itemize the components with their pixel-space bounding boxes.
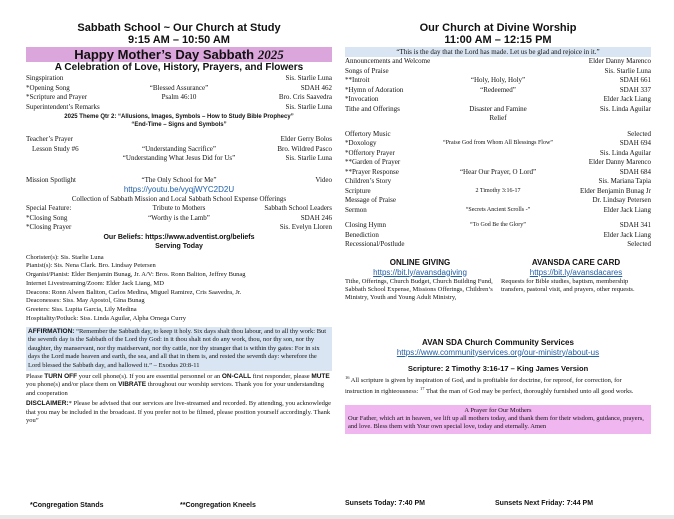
program-row: [26, 103, 332, 113]
community-services-title: AVAN SDA Church Community Services: [422, 337, 574, 347]
program-leader: Sabbath School Leaders: [264, 204, 332, 212]
sunset-times: [345, 500, 651, 510]
program-item: Superintendent’s Remarks: [26, 102, 100, 111]
disclaimer: [26, 400, 332, 425]
divine-worship-column: [345, 22, 651, 512]
program-item: *Closing Prayer: [26, 223, 72, 231]
scripture-title: Scripture: 2 Timothy 3:16-17 – King James Version: [407, 363, 589, 373]
program-detail: “Worthy is the Lamb”: [148, 213, 210, 222]
program-item: Scripture: [345, 186, 371, 195]
program-item: **Prayer Response: [345, 167, 399, 176]
care-card-title: AVANSDA CARE CARD: [531, 257, 621, 267]
program-row: [26, 93, 332, 103]
program-leader: Dr. Lindsay Petersen: [592, 196, 651, 204]
disclaimer-text: * Please be advised that our services are live-streamed and recorded. By attending, you acknowledge that you may be included in the broadcast. If you prefer not to be filmed, please position yourself accordingly. Thank you”: [26, 400, 332, 424]
program-row: [345, 130, 651, 140]
care-card-block: [501, 258, 651, 294]
affirmation-text: “Remember the Sabbath day, to keep it holy. Six days shalt thou labour, and to all thy work: But the seventh day is the Sabbath of the Lord thy God: in it thou shalt not do any work, thou, nor thy son, nor thy daughter, thy manservant, nor thy maidservant, nor thy cattle, nor thy stranger that is within thy gates: For in six days the Lord made heaven and earth, the sea, and all that in them is, and rested the seventh day: wherefore the Lord blessed the Sabbath day, and hallowed it.” – Exodus 20:8-11: [28, 327, 327, 369]
program-leader: Elder Benjamin Bunag Jr: [580, 186, 651, 195]
program-row: [345, 67, 651, 77]
program-item: Children’s Story: [345, 177, 392, 185]
mission-video-link[interactable]: https://youtu.be/vyqjWYC2D2U: [123, 185, 235, 194]
program-item: *Doxology: [345, 139, 377, 147]
program-detail: Relief: [489, 114, 507, 122]
affirmation-box: [26, 327, 332, 371]
program-item: *Offertory Prayer: [345, 148, 395, 157]
quarter-theme-subtitle: “End-Time – Signs and Symbols”: [131, 121, 227, 128]
program-leader: Sis. Evelyn Lloren: [279, 223, 332, 231]
program-row: [345, 240, 651, 250]
care-card-link[interactable]: https://bit.ly/avansdacares: [529, 267, 623, 277]
program-item: *Closing Song: [26, 213, 68, 222]
program-row: [26, 154, 332, 164]
phone-notice-text: you phone(s) and/or place them on: [26, 381, 119, 389]
serving-line: Pianist(s): Sis. Nena Clark. Bro. Lindsay Petersen: [26, 262, 156, 270]
mothers-prayer-text: Our Father, which art in heaven, we lift up all mothers today, and thank them for their wisdom, guidance, prayers, and love. Bless them with Your own special love, today and eternally. Amen: [348, 415, 644, 431]
program-detail: “Secrets Ancient Scrolls -”: [465, 206, 531, 213]
program-row: [26, 74, 332, 84]
program-item: Announcements and Welcome: [345, 57, 431, 65]
phone-notice-emphasis: MUTE: [311, 372, 330, 380]
collection-note: Collection of Sabbath Mission and Local Sabbath School Expense Offerings: [71, 195, 287, 203]
program-row: [345, 206, 651, 216]
program-row: [345, 57, 651, 67]
program-item: Songs of Praise: [345, 66, 389, 75]
program-row: [345, 95, 651, 105]
phone-notice-emphasis: TURN OFF: [44, 372, 78, 380]
verse-banner: “This is the day that the Lord has made. Let us be glad and rejoice in it.”: [345, 47, 651, 57]
giving-and-care-section: [345, 258, 651, 338]
community-services-link[interactable]: https://www.communityservices.org/our-ministry/about-us: [396, 347, 600, 357]
program-item: *Invocation: [345, 95, 379, 103]
program-leader: Bro. Wildred Pasco: [277, 144, 332, 153]
mothers-prayer-box: [345, 405, 651, 434]
sabbath-school-title: Sabbath School ~ Our Church at Study: [77, 22, 281, 34]
program-leader: Elder Jack Liang: [603, 230, 651, 239]
program-item: Tithe and Offerings: [345, 104, 400, 113]
banner-year: 2025: [257, 47, 284, 62]
phone-notice-emphasis: ON-CALL: [221, 372, 252, 380]
beliefs-link[interactable]: Our Beliefs: https://www.adventist.org/beliefs: [103, 233, 255, 241]
sabbath-school-time: 9:15 AM – 10:50 AM: [128, 34, 230, 46]
verse-text: That the man of God may be perfect, thoroughly furnished unto all good works.: [424, 388, 634, 396]
program-detail: “Hear Our Prayer, O Lord”: [459, 167, 537, 176]
phone-notice: [26, 373, 332, 398]
program-item: Recessional/Postlude: [345, 240, 405, 248]
online-giving-link[interactable]: https://bit.ly/avansdagiving: [373, 267, 467, 277]
program-row: [345, 86, 651, 96]
verse-number: 17: [419, 386, 425, 392]
program-item: Closing Hymn: [345, 221, 387, 229]
program-row: [26, 145, 332, 155]
congregation-kneels-note: **Congregation Kneels: [180, 502, 256, 509]
phone-notice-text: Please: [26, 372, 45, 380]
page-bottom-edge: [0, 515, 674, 519]
divine-worship-time: 11:00 AM – 12:15 PM: [444, 34, 552, 46]
verse-number: 16: [345, 374, 350, 380]
program-leader: Bro. Cris Saavedra: [278, 93, 332, 101]
online-giving-title: ONLINE GIVING: [389, 257, 451, 267]
phone-notice-text: throughout our worship services. Thank you for your understanding and cooperation: [26, 381, 325, 397]
program-leader: SDAH 337: [619, 85, 651, 94]
program-item: Singspiration: [26, 74, 64, 82]
program-item: Lesson Study #6: [32, 144, 79, 153]
program-detail: “Understanding What Jesus Did for Us”: [122, 154, 236, 162]
program-detail: “Holy, Holy, Holy”: [470, 76, 526, 84]
program-detail: “Praise God from Whom All Blessings Flow”: [443, 140, 553, 146]
program-item: Message of Praise: [345, 196, 396, 204]
program-detail: “To God Be the Glory”: [470, 222, 526, 228]
affirmation-label: AFFIRMATION:: [28, 327, 75, 335]
serving-today-heading: Serving Today: [155, 242, 203, 250]
congregation-stands-note: *Congregation Stands: [30, 502, 104, 509]
online-giving-block: [345, 258, 495, 303]
program-row: [345, 105, 651, 115]
program-leader: Video: [315, 175, 332, 184]
phone-notice-text: first responder, please: [251, 372, 312, 380]
program-detail: “Redeemed”: [480, 85, 516, 94]
program-detail: “Understanding Sacrifice”: [141, 144, 217, 153]
program-leader: Sis. Linda Aguilar: [599, 148, 651, 157]
program-row: [26, 223, 332, 233]
program-item: Mission Spotlight: [26, 175, 76, 184]
program-item: Sermon: [345, 205, 367, 214]
sunset-next-friday: Sunsets Next Friday: 7:44 PM: [495, 500, 594, 507]
program-item: Teacher’s Prayer: [26, 135, 73, 143]
program-row: [26, 214, 332, 224]
program-leader: SDAH 462: [300, 83, 332, 92]
serving-line: Chorister(s): Sis. Starlie Luna: [26, 253, 104, 261]
program-leader: Elder Jack Liang: [603, 95, 651, 103]
mothers-day-banner: [26, 47, 332, 62]
program-leader: Elder Danny Marenco: [588, 158, 651, 166]
program-leader: Sis. Starlie Luna: [285, 154, 332, 162]
verse-text: All scripture is given by inspiration of God, and is profitable for doctrine, for reproof, for correction, for instruction in righteousness:: [345, 376, 622, 396]
program-row: [345, 187, 651, 197]
program-leader: Elder Jack Liang: [603, 205, 651, 214]
program-detail: “The Only School for Me”: [141, 175, 217, 184]
serving-line: Deacons: Ronn Alwen Baliton, Carlos Medina, Miguel Ramirez, Cris Saavedra, Jr.: [26, 288, 242, 296]
program-item: *Hymn of Adoration: [345, 85, 404, 94]
disclaimer-label: DISCLAIMER:: [26, 400, 69, 408]
program-row: [345, 177, 651, 187]
program-leader: SDAH 694: [619, 139, 651, 147]
serving-line: Hospitality/Potluck: Siss. Linda Aguilar, Alpha Ornega Curry: [26, 315, 187, 323]
program-leader: Sis. Linda Aguilar: [599, 104, 651, 113]
program-row: [345, 168, 651, 178]
scripture-text: [345, 374, 651, 397]
mothers-prayer-title: A Prayer for Our Mothers: [464, 406, 532, 414]
program-item: *Scripture and Prayer: [26, 93, 88, 101]
program-row: [26, 135, 332, 145]
serving-line: Deaconesses: Siss. May Apostol, Gina Bunag: [26, 297, 145, 305]
quarter-theme: 2025 Theme Qtr 2: “Allusions, Images, Symbols – How to Study Bible Prophecy”: [64, 114, 294, 120]
program-detail: Disaster and Famine: [469, 104, 527, 113]
program-row: [26, 204, 332, 214]
banner-text: Happy Mother’s Day Sabbath: [74, 47, 255, 62]
program-detail: “Blessed Assurance”: [149, 83, 209, 92]
program-row: [345, 196, 651, 206]
program-row: [345, 231, 651, 241]
program-row: [345, 139, 651, 149]
celebration-subtitle: A Celebration of Love, History, Prayers, and Flowers: [54, 62, 304, 73]
program-item: *Opening Song: [26, 83, 70, 92]
program-item: **Garden of Prayer: [345, 158, 401, 166]
program-leader: Sis. Starlie Luna: [285, 74, 332, 82]
program-detail: Tribute to Mothers: [152, 204, 206, 212]
program-item: **Introit: [345, 76, 370, 84]
serving-line: Internet Livestreaming/Zoom: Elder Jack Liang, MD: [26, 279, 164, 287]
care-card-text: Requests for Bible studies, baptism, membership transfers, pastoral visit, and prayers, other requests.: [501, 277, 635, 293]
program-leader: Sis. Starlie Luna: [285, 102, 332, 111]
phone-notice-text: your cell phone(s). If you are essential personnel or an: [77, 372, 222, 380]
program-row: [345, 221, 651, 231]
program-leader: SDAH 246: [300, 213, 332, 222]
program-item: Benediction: [345, 230, 379, 239]
program-detail: Psalm 46:10: [161, 93, 197, 101]
program-leader: SDAH 661: [619, 76, 651, 84]
program-item: Offertory Music: [345, 129, 391, 138]
program-detail: 2 Timothy 3:16-17: [475, 187, 521, 194]
program-item: Special Feature:: [26, 204, 72, 212]
congregation-legend: [26, 502, 332, 512]
program-leader: Selected: [627, 129, 651, 138]
phone-notice-emphasis: VIBRATE: [118, 381, 147, 389]
program-leader: Elder Danny Marenco: [588, 57, 651, 65]
program-leader: Selected: [627, 240, 651, 248]
sabbath-school-column: [26, 22, 332, 512]
program-row: [345, 149, 651, 159]
program-leader: Sis. Mariana Tapia: [598, 177, 651, 185]
serving-line: Organist/Pianist: Elder Benjamin Bunag, Jr. A/V: Bros. Ronn Baliton, Jeffrey Bunag: [26, 271, 246, 279]
sunset-today: Sunsets Today: 7:40 PM: [345, 500, 426, 507]
program-row: [26, 84, 332, 94]
program-leader: SDAH 341: [619, 221, 651, 229]
program-row: [26, 176, 332, 186]
program-leader: SDAH 684: [619, 167, 651, 176]
program-row: [345, 158, 651, 168]
program-leader: Elder Gerry Bolos: [280, 135, 332, 143]
divine-worship-title: Our Church at Divine Worship: [419, 22, 577, 34]
program-leader: Sis. Starlie Luna: [604, 66, 651, 75]
program-row: [345, 76, 651, 86]
serving-line: Greeters: Siss. Lupita Garcia, Lily Medina: [26, 306, 137, 314]
program-row: [345, 114, 651, 124]
online-giving-text: Tithe, Offerings, Church Budget, Church Building Fund, Sabbath School Expense, Missions Offerings, Children’s Ministry, Youth and Young Adult Ministry,: [345, 277, 493, 301]
